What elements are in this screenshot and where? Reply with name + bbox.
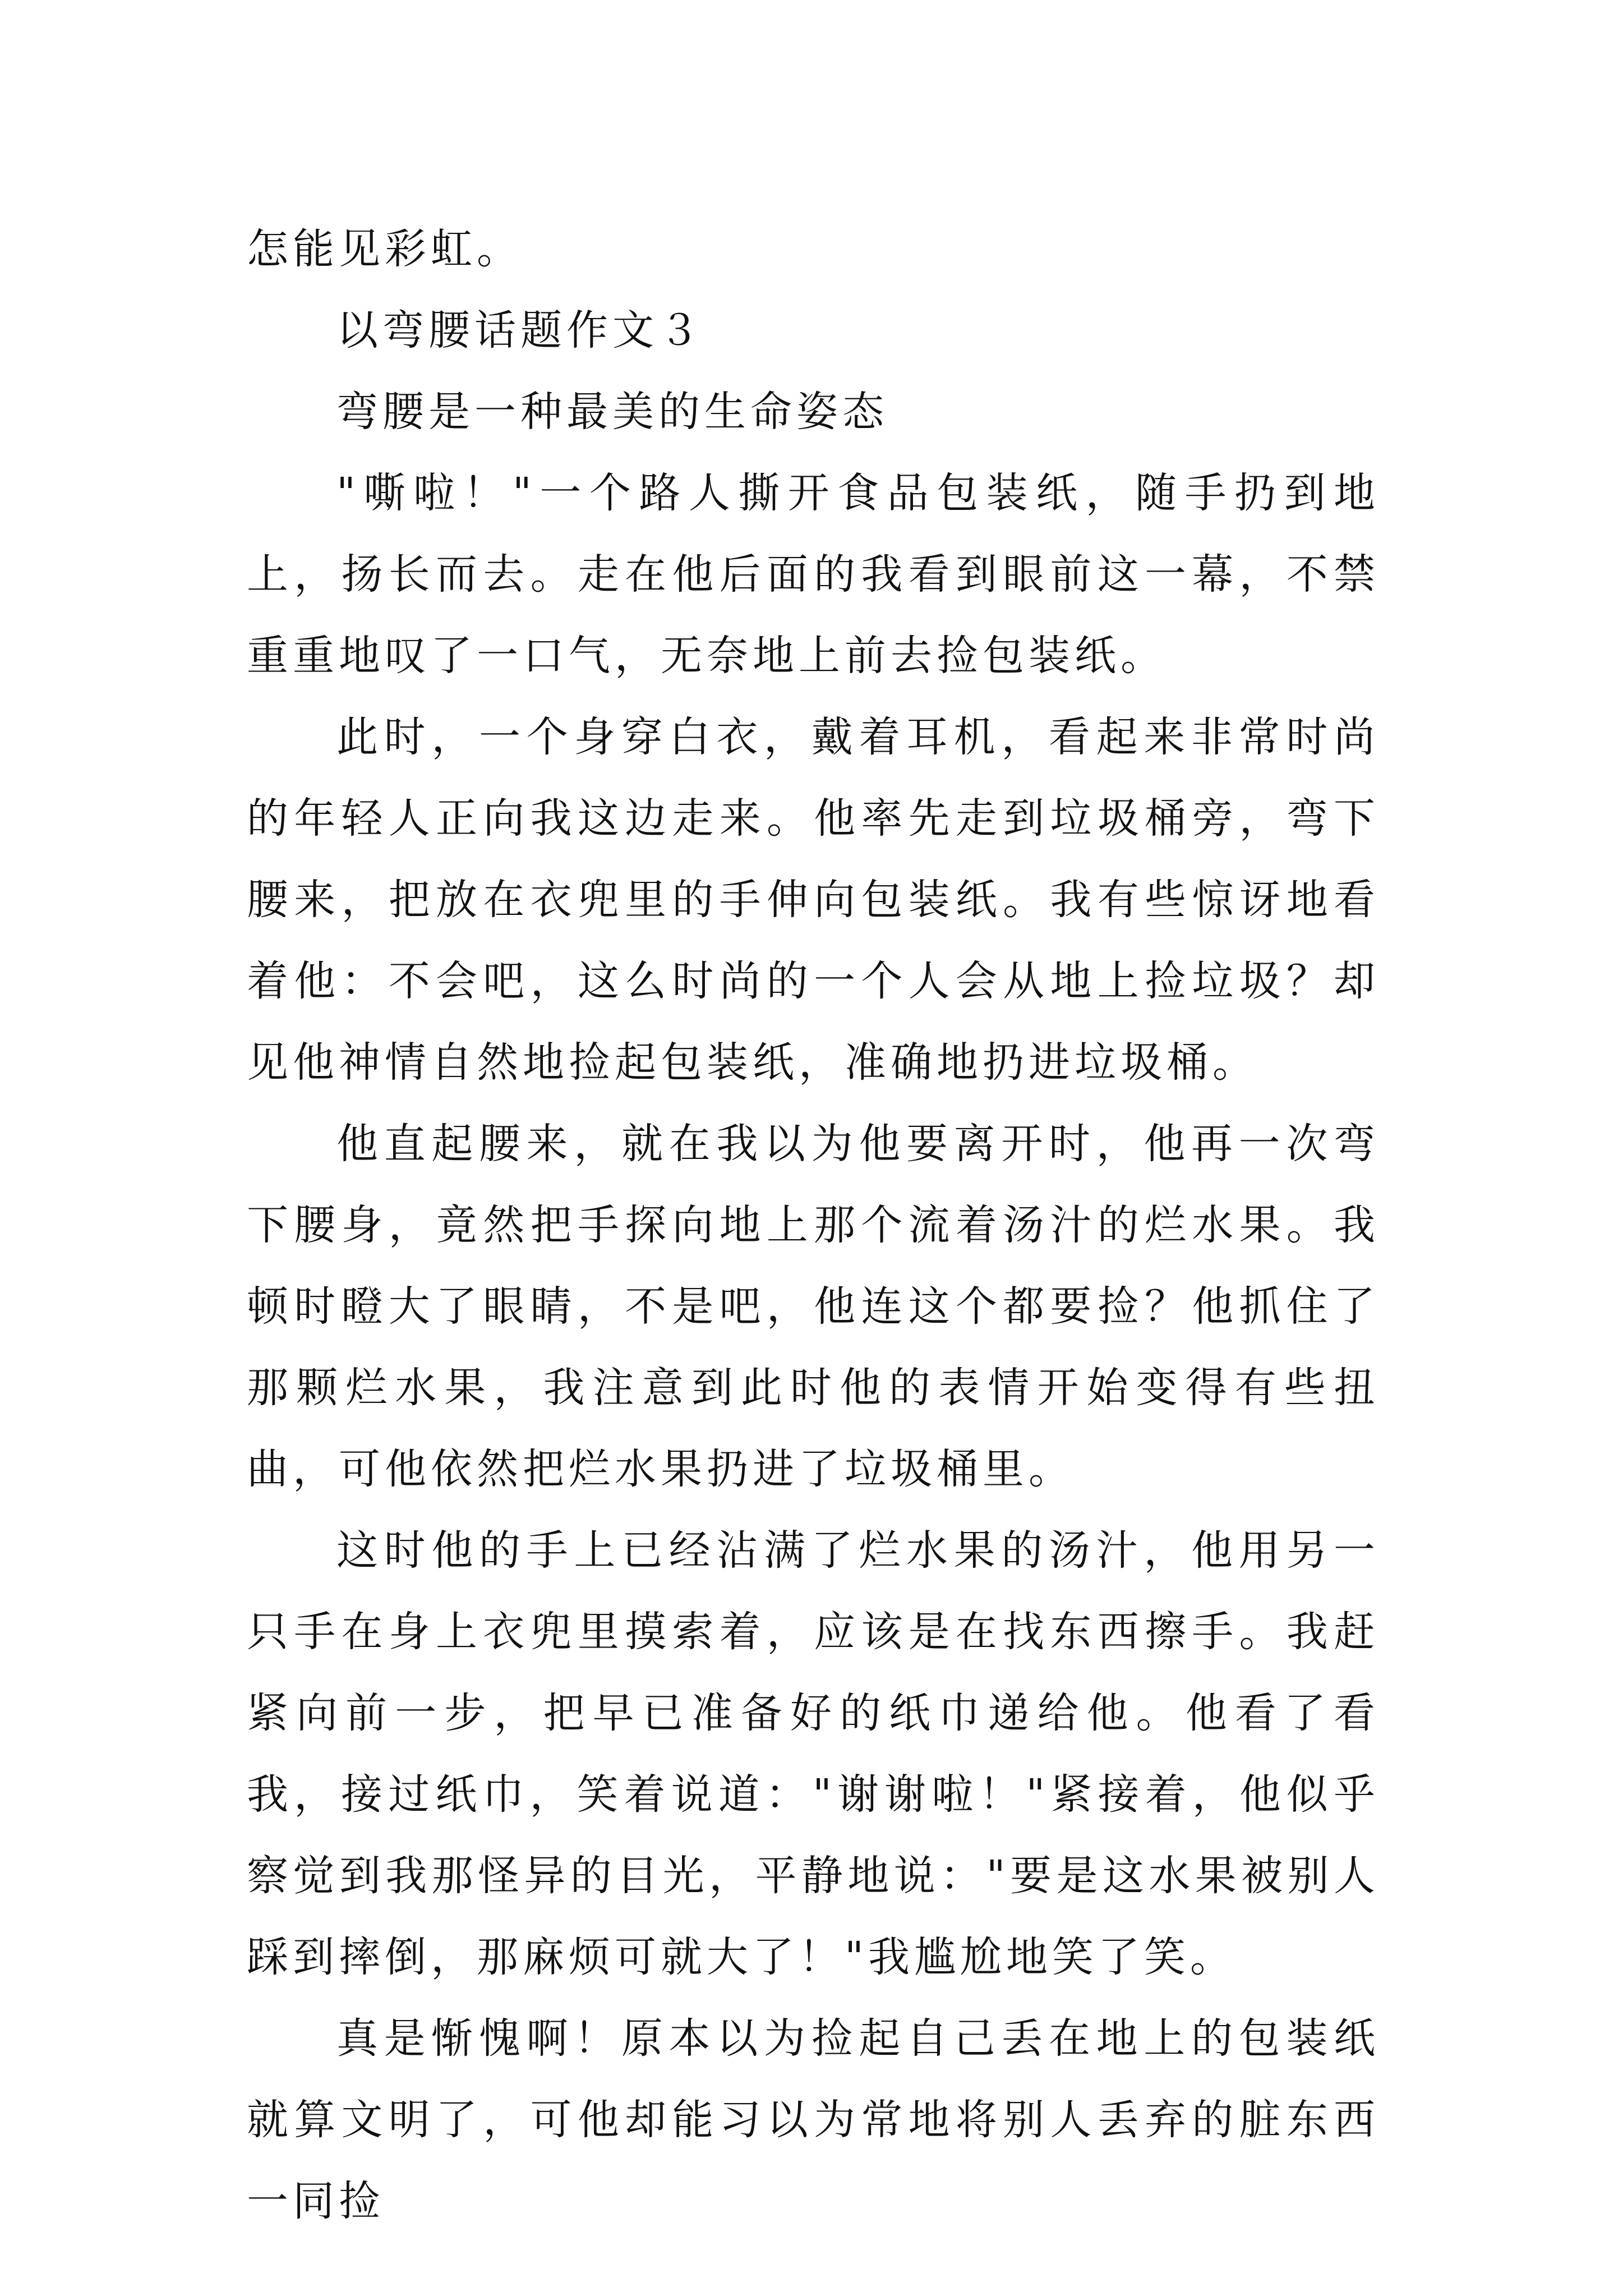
- paragraph: 此时，一个身穿白衣，戴着耳机，看起来非常时尚的年轻人正向我这边走来。他率先走到垃圾桶旁，弯下腰来，把放在衣兜里的手伸向包装纸。我有些惊讶地看着他：不会吧，这么时尚的一个人会从地上捡垃圾？却见他神情自然地捡起包装纸，准确地扔进垃圾桶。: [247, 713, 1380, 1087]
- paragraph: 他直起腰来，就在我以为他要离开时，他再一次弯下腰身，竟然把手探向地上那个流着汤汁的烂水果。我顿时瞪大了眼睛，不是吧，他连这个都要捡？他抓住了那颗烂水果，我注意到此时他的表情开始变得有些扭曲，可他依然把烂水果扔进了垃圾桶里。: [247, 1120, 1380, 1493]
- paragraph: 真是惭愧啊！原本以为捡起自己丢在地上的包装纸就算文明了，可他却能习以为常地将别人丢弃的脏东西一同捡: [247, 2014, 1380, 2225]
- document-body: [247, 209, 1380, 2242]
- essay-heading: 以弯腰话题作文３: [336, 306, 704, 355]
- paragraph: "嘶啦！"一个路人撕开食品包装纸，随手扔到地上，扬长而去。走在他后面的我看到眼前这一幕，不禁重重地叹了一口气，无奈地上前去捡包装纸。: [247, 469, 1380, 680]
- paragraph-continuation: 怎能见彩虹。: [247, 225, 523, 273]
- paragraph: 这时他的手上已经沾满了烂水果的汤汁，他用另一只手在身上衣兜里摸索着，应该是在找东西擦手。我赶紧向前一步，把早已准备好的纸巾递给他。他看了看我，接过纸巾，笑着说道："谢谢啦！"紧接着，他似乎察觉到我那怪异的目光，平静地说："要是这水果被别人踩到摔倒，那麻烦可就大了！"我尴尬地笑了笑。: [247, 1526, 1380, 1981]
- essay-title: 弯腰是一种最美的生命姿态: [336, 388, 888, 436]
